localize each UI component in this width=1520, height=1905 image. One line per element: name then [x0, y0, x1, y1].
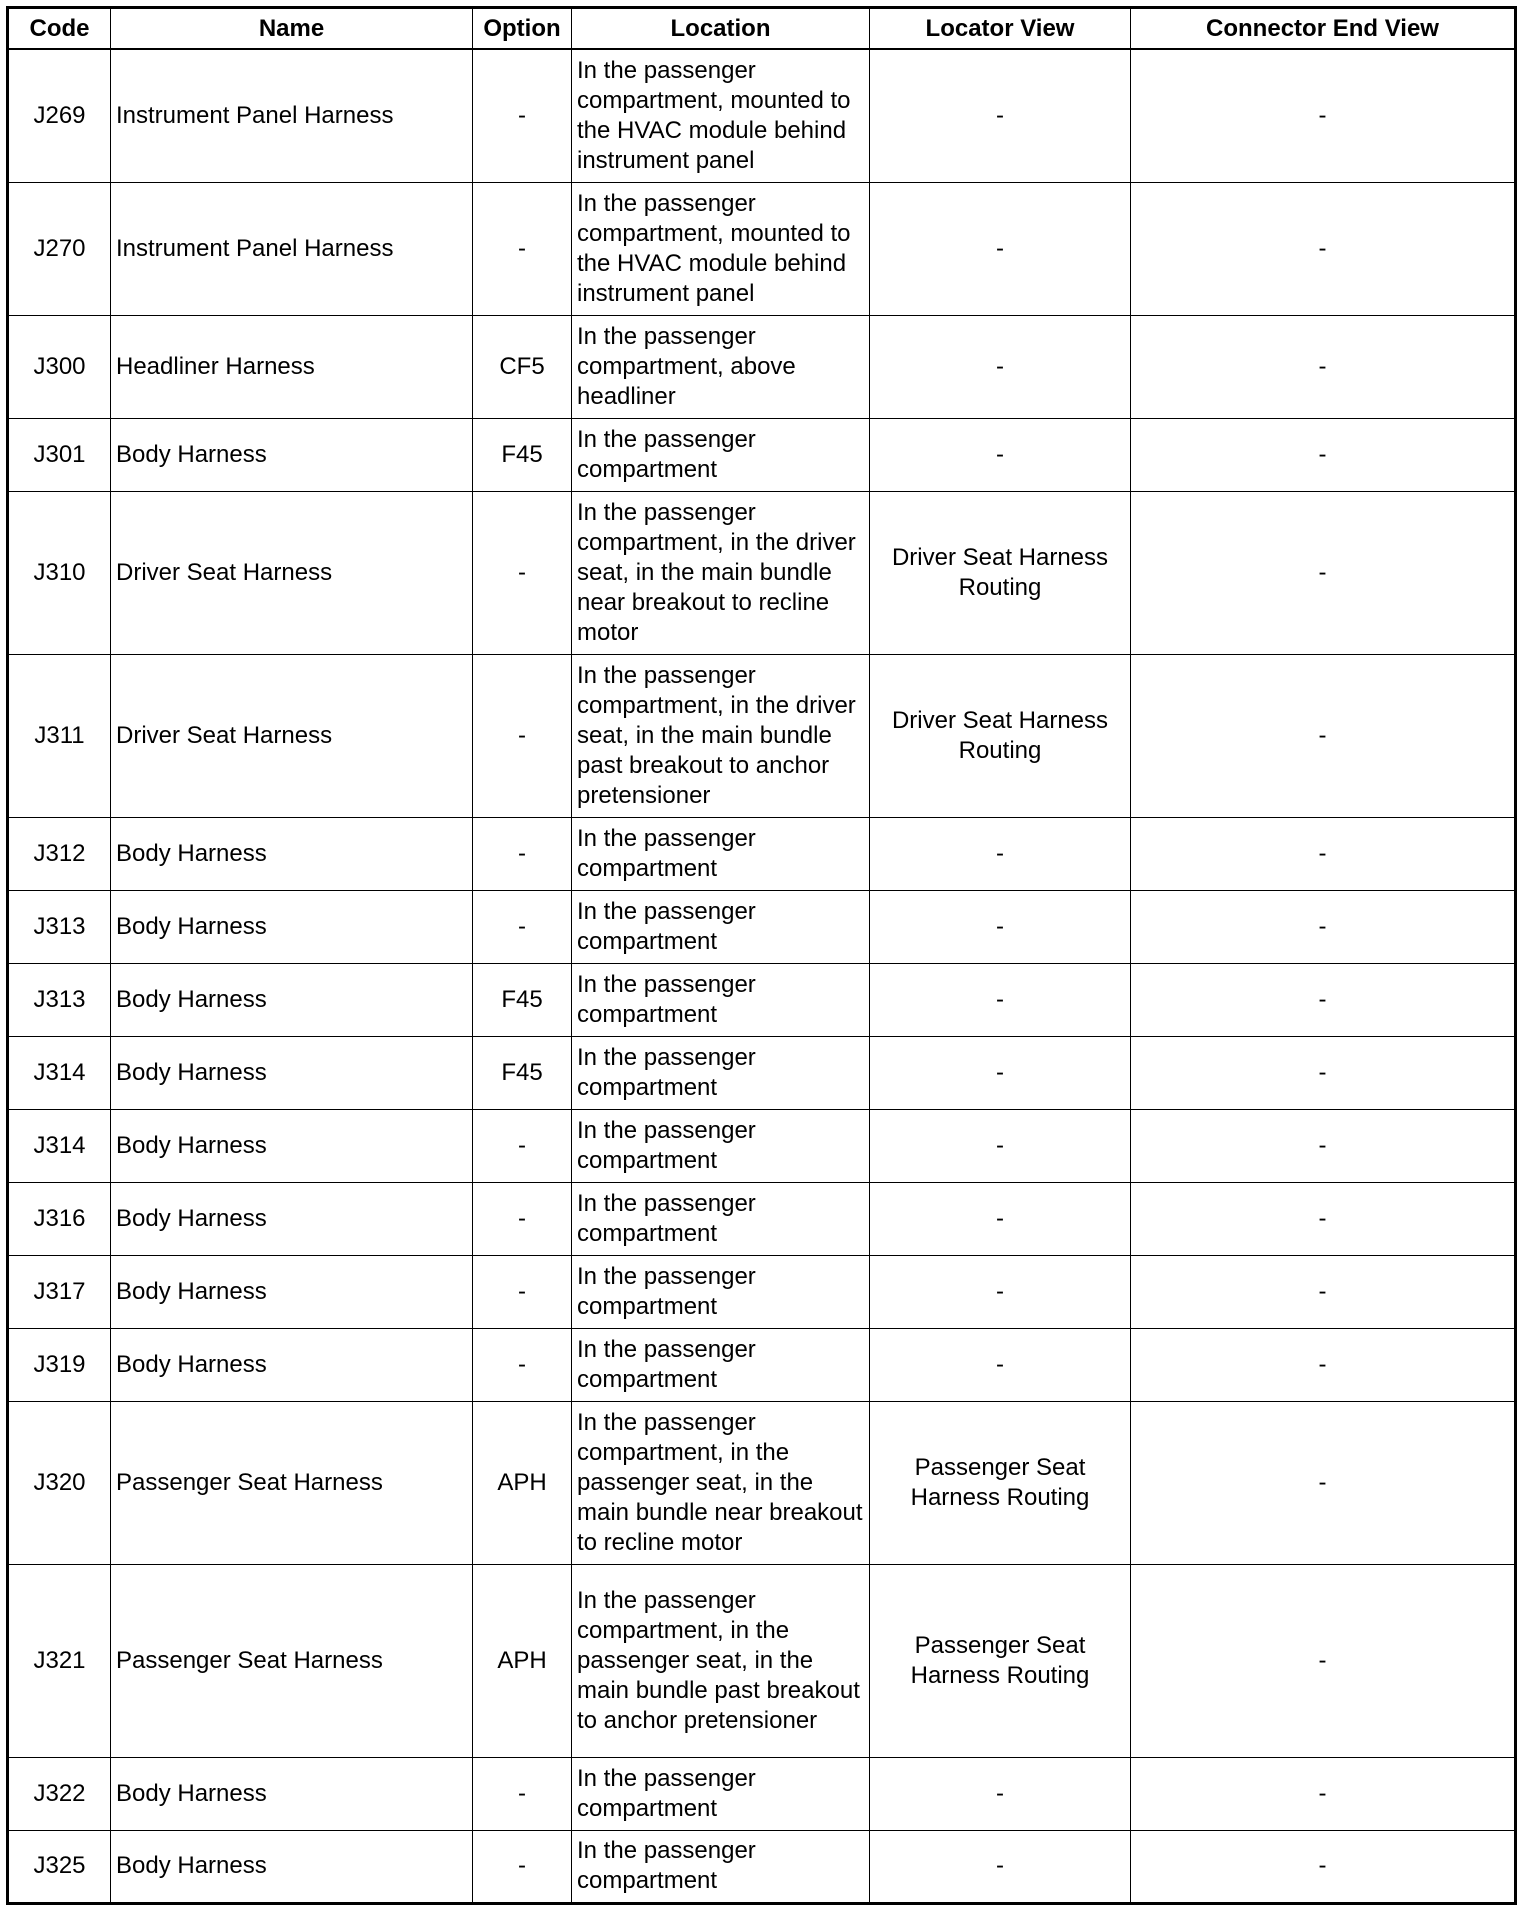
cell-location: In the passenger compartment: [572, 1109, 870, 1182]
cell-name: Passenger Seat Harness: [111, 1564, 473, 1757]
cell-name: Body Harness: [111, 1255, 473, 1328]
cell-option: APH: [473, 1401, 572, 1564]
cell-code: J314: [8, 1109, 111, 1182]
cell-connector-end-view: -: [1131, 1564, 1516, 1757]
cell-option: -: [473, 817, 572, 890]
cell-name: Driver Seat Harness: [111, 491, 473, 654]
connector-table-sheet: [6, 6, 1514, 1905]
table-row: [8, 491, 1516, 654]
cell-location: In the passenger compartment, in the passenger seat, in the main bundle near breakout to recline motor: [572, 1401, 870, 1564]
cell-option: -: [473, 890, 572, 963]
cell-location: In the passenger compartment, mounted to the HVAC module behind instrument panel: [572, 182, 870, 315]
table-header: [8, 8, 1516, 50]
cell-locator-view: -: [870, 1182, 1131, 1255]
cell-name: Body Harness: [111, 1757, 473, 1830]
cell-code: J311: [8, 654, 111, 817]
cell-option: -: [473, 1109, 572, 1182]
table-row: [8, 654, 1516, 817]
cell-connector-end-view: -: [1131, 315, 1516, 418]
cell-option: -: [473, 1255, 572, 1328]
cell-location: In the passenger compartment: [572, 1182, 870, 1255]
cell-location: In the passenger compartment, in the passenger seat, in the main bundle past breakout to anchor pretensioner: [572, 1564, 870, 1757]
table-row: [8, 1401, 1516, 1564]
table-row: [8, 963, 1516, 1036]
cell-locator-view: Passenger Seat Harness Routing: [870, 1401, 1131, 1564]
cell-connector-end-view: -: [1131, 1757, 1516, 1830]
cell-connector-end-view: -: [1131, 963, 1516, 1036]
cell-connector-end-view: -: [1131, 1109, 1516, 1182]
cell-location: In the passenger compartment, in the driver seat, in the main bundle past breakout to anchor pretensioner: [572, 654, 870, 817]
cell-code: J319: [8, 1328, 111, 1401]
table-row: [8, 182, 1516, 315]
cell-location: In the passenger compartment, mounted to the HVAC module behind instrument panel: [572, 49, 870, 182]
cell-name: Body Harness: [111, 890, 473, 963]
cell-name: Body Harness: [111, 817, 473, 890]
cell-locator-view: -: [870, 315, 1131, 418]
cell-locator-view: Driver Seat Harness Routing: [870, 654, 1131, 817]
cell-code: J313: [8, 963, 111, 1036]
cell-option: F45: [473, 418, 572, 491]
cell-name: Body Harness: [111, 1036, 473, 1109]
cell-connector-end-view: -: [1131, 418, 1516, 491]
cell-code: J269: [8, 49, 111, 182]
cell-location: In the passenger compartment: [572, 1328, 870, 1401]
cell-option: -: [473, 1182, 572, 1255]
cell-connector-end-view: -: [1131, 182, 1516, 315]
cell-connector-end-view: -: [1131, 1830, 1516, 1903]
table-row: [8, 1830, 1516, 1903]
cell-code: J301: [8, 418, 111, 491]
cell-locator-view: -: [870, 1036, 1131, 1109]
cell-location: In the passenger compartment: [572, 1757, 870, 1830]
table-row: [8, 1255, 1516, 1328]
cell-connector-end-view: -: [1131, 1401, 1516, 1564]
cell-name: Passenger Seat Harness: [111, 1401, 473, 1564]
cell-option: -: [473, 1830, 572, 1903]
cell-code: J314: [8, 1036, 111, 1109]
cell-code: J300: [8, 315, 111, 418]
cell-locator-view: -: [870, 49, 1131, 182]
cell-name: Headliner Harness: [111, 315, 473, 418]
cell-code: J321: [8, 1564, 111, 1757]
header-code: Code: [8, 8, 111, 50]
cell-code: J316: [8, 1182, 111, 1255]
table-row: [8, 817, 1516, 890]
cell-location: In the passenger compartment: [572, 963, 870, 1036]
cell-name: Instrument Panel Harness: [111, 182, 473, 315]
cell-name: Body Harness: [111, 1182, 473, 1255]
cell-connector-end-view: -: [1131, 1182, 1516, 1255]
cell-location: In the passenger compartment: [572, 418, 870, 491]
cell-option: -: [473, 654, 572, 817]
table-body: [8, 49, 1516, 1903]
cell-connector-end-view: -: [1131, 49, 1516, 182]
cell-locator-view: -: [870, 963, 1131, 1036]
cell-option: -: [473, 1757, 572, 1830]
cell-connector-end-view: -: [1131, 1328, 1516, 1401]
cell-option: CF5: [473, 315, 572, 418]
cell-connector-end-view: -: [1131, 654, 1516, 817]
header-connector-end-view: Connector End View: [1131, 8, 1516, 50]
cell-name: Body Harness: [111, 418, 473, 491]
cell-option: -: [473, 491, 572, 654]
cell-option: -: [473, 49, 572, 182]
cell-name: Body Harness: [111, 1830, 473, 1903]
table-row: [8, 890, 1516, 963]
cell-location: In the passenger compartment: [572, 817, 870, 890]
connector-table: [6, 6, 1517, 1905]
table-row: [8, 1036, 1516, 1109]
table-row: [8, 1757, 1516, 1830]
cell-locator-view: -: [870, 1109, 1131, 1182]
header-name: Name: [111, 8, 473, 50]
cell-locator-view: Passenger Seat Harness Routing: [870, 1564, 1131, 1757]
table-row: [8, 418, 1516, 491]
cell-option: F45: [473, 1036, 572, 1109]
cell-connector-end-view: -: [1131, 491, 1516, 654]
cell-location: In the passenger compartment, above headliner: [572, 315, 870, 418]
table-row: [8, 49, 1516, 182]
cell-locator-view: -: [870, 1757, 1131, 1830]
cell-location: In the passenger compartment: [572, 1036, 870, 1109]
cell-option: APH: [473, 1564, 572, 1757]
cell-locator-view: -: [870, 182, 1131, 315]
cell-location: In the passenger compartment: [572, 890, 870, 963]
cell-locator-view: -: [870, 1328, 1131, 1401]
cell-option: F45: [473, 963, 572, 1036]
cell-name: Body Harness: [111, 963, 473, 1036]
cell-location: In the passenger compartment: [572, 1255, 870, 1328]
cell-name: Driver Seat Harness: [111, 654, 473, 817]
cell-option: -: [473, 182, 572, 315]
cell-code: J312: [8, 817, 111, 890]
cell-locator-view: -: [870, 1255, 1131, 1328]
cell-connector-end-view: -: [1131, 890, 1516, 963]
header-row: [8, 8, 1516, 50]
header-locator-view: Locator View: [870, 8, 1131, 50]
cell-name: Body Harness: [111, 1109, 473, 1182]
cell-code: J325: [8, 1830, 111, 1903]
header-option: Option: [473, 8, 572, 50]
cell-location: In the passenger compartment, in the driver seat, in the main bundle near breakout to recline motor: [572, 491, 870, 654]
cell-location: In the passenger compartment: [572, 1830, 870, 1903]
cell-locator-view: -: [870, 418, 1131, 491]
cell-name: Instrument Panel Harness: [111, 49, 473, 182]
cell-connector-end-view: -: [1131, 1036, 1516, 1109]
cell-code: J270: [8, 182, 111, 315]
cell-locator-view: -: [870, 1830, 1131, 1903]
cell-name: Body Harness: [111, 1328, 473, 1401]
cell-locator-view: Driver Seat Harness Routing: [870, 491, 1131, 654]
cell-code: J310: [8, 491, 111, 654]
cell-connector-end-view: -: [1131, 817, 1516, 890]
cell-connector-end-view: -: [1131, 1255, 1516, 1328]
table-row: [8, 1328, 1516, 1401]
table-row: [8, 1182, 1516, 1255]
table-row: [8, 315, 1516, 418]
cell-code: J317: [8, 1255, 111, 1328]
table-row: [8, 1109, 1516, 1182]
cell-code: J322: [8, 1757, 111, 1830]
cell-option: -: [473, 1328, 572, 1401]
cell-locator-view: -: [870, 817, 1131, 890]
cell-code: J320: [8, 1401, 111, 1564]
table-row: [8, 1564, 1516, 1757]
header-location: Location: [572, 8, 870, 50]
cell-locator-view: -: [870, 890, 1131, 963]
cell-code: J313: [8, 890, 111, 963]
